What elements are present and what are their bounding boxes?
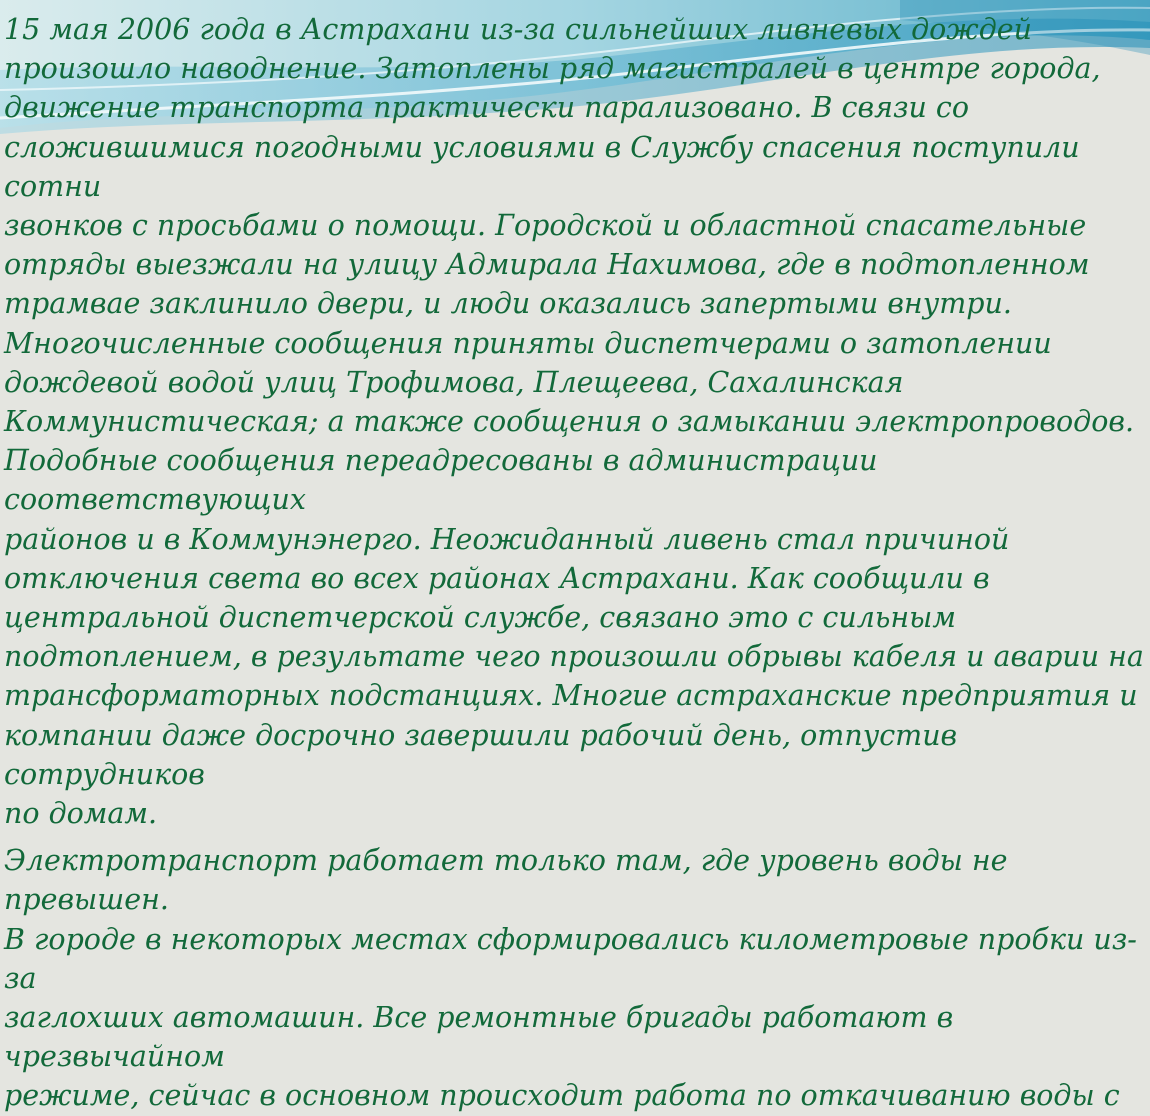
body-text (4, 10, 1150, 1116)
paragraph-2: Электротранспорт работает только там, где уровень воды не превышен. В городе в некоторых местах сформировались километровые пробки из-за заглохших автомашин. Все ремонтные бригады работают в чрезвычайном режиме, сейчас в основном происходит работа по откачиванию воды с (4, 844, 1137, 1113)
paragraph-1: 15 мая 2006 года в Астрахани из-за сильнейших ливневых дождей произошло наводнение. Затоплены ряд магистралей в центре города, движение транспорта практически парализовано. В связи со сложившимися погодными условиями в Службу спасения поступили сотни звонков с просьбами о помощи. Городской и областной спасательные отряды выезжали на улицу Адмирала Нахимова, где в подтопленном трамвае заклинило двери, и люди оказались запертыми внутри. Многочисленные сообщения приняты диспетчерами о затоплении дождевой водой улиц Трофимова, Плещеева, Сахалинская Коммунистическая; а также сообщения о замыкании электропроводов. Подобные сообщения переадресованы в администрации соответствующих районов и в Коммунэнерго. Неожиданный ливень стал причиной отключения света во всех районах Астрахани. Как сообщили в центральной диспетчерской службе, связано это с сильным подтоплением, в результате чего произошли обрывы кабеля и аварии на трансформаторных подстанциях. Многие астраханские предприятия и компании даже досрочно завершили рабочий день, отпустив сотрудников по домам. (4, 13, 1144, 831)
